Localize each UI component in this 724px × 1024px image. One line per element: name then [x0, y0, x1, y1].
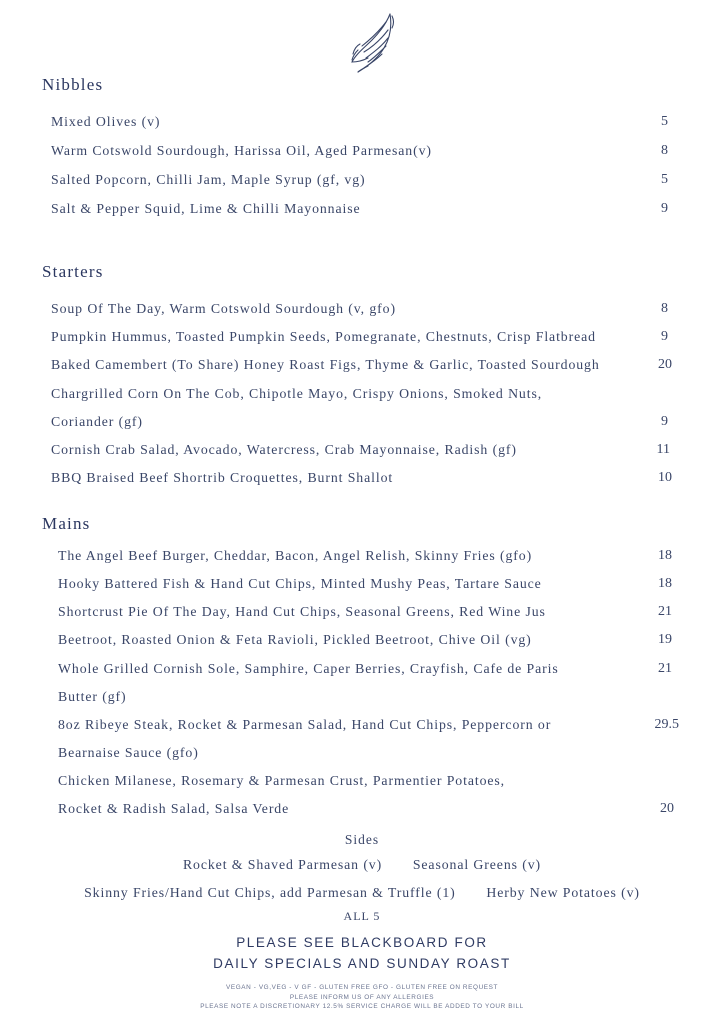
- side-item: Rocket & Shaved Parmesan (v): [182, 857, 383, 872]
- menu-item-name: The Angel Beef Burger, Cheddar, Bacon, Angel Relish, Skinny Fries (gfo): [58, 548, 533, 563]
- side-item: Seasonal Greens (v): [412, 857, 542, 872]
- menu-item-price: 21: [658, 661, 672, 676]
- menu-item-price: 8: [661, 143, 668, 158]
- menu-item-name: Beetroot, Roasted Onion & Feta Ravioli, Pickled Beetroot, Chive Oil (vg): [58, 632, 532, 647]
- menu-item-price: 5: [661, 172, 668, 187]
- menu-item-name: BBQ Braised Beef Shortrib Croquettes, Burnt Shallot: [51, 470, 394, 485]
- side-item: Herby New Potatoes (v): [486, 885, 640, 900]
- menu-item-name: Salted Popcorn, Chilli Jam, Maple Syrup (gf, vg): [51, 172, 366, 187]
- menu-item-price: 5: [661, 114, 668, 129]
- sides-title: Sides: [344, 832, 380, 847]
- menu-item-price: 9: [661, 329, 668, 344]
- specials-notice-line-2: DAILY SPECIALS AND SUNDAY ROAST: [213, 956, 511, 971]
- section-title-mains: Mains: [42, 514, 91, 533]
- menu-item-name-continued: Rocket & Radish Salad, Salsa Verde: [58, 801, 290, 816]
- service-charge-notice: PLEASE NOTE A DISCRETIONARY 12.5% SERVICE CHARGE WILL BE ADDED TO YOUR BILL: [200, 1003, 524, 1010]
- menu-item-price: 29.5: [654, 717, 679, 732]
- section-title-starters: Starters: [42, 262, 104, 281]
- menu-item-name: Whole Grilled Cornish Sole, Samphire, Caper Berries, Crayfish, Cafe de Paris: [58, 661, 559, 676]
- menu-item-name: Soup Of The Day, Warm Cotswold Sourdough (v, gfo): [51, 301, 396, 316]
- menu-item-name: Salt & Pepper Squid, Lime & Chilli Mayonnaise: [51, 201, 361, 216]
- menu-item-name-continued: Coriander (gf): [51, 414, 143, 429]
- menu-item-name: Pumpkin Hummus, Toasted Pumpkin Seeds, Pomegranate, Chestnuts, Crisp Flatbread: [51, 329, 596, 344]
- menu-item-name: Cornish Crab Salad, Avocado, Watercress, Crab Mayonnaise, Radish (gf): [51, 442, 517, 457]
- menu-item-price: 18: [658, 576, 672, 591]
- menu-item-price: 11: [656, 442, 670, 457]
- allergy-notice: PLEASE INFORM US OF ANY ALLERGIES: [289, 994, 435, 1001]
- menu-item-price: 20: [660, 801, 674, 816]
- side-item: Skinny Fries/Hand Cut Chips, add Parmesan & Truffle (1): [84, 885, 456, 900]
- section-title-nibbles: Nibbles: [42, 75, 104, 94]
- menu-item-name: Shortcrust Pie Of The Day, Hand Cut Chips, Seasonal Greens, Red Wine Jus: [58, 604, 546, 619]
- sides-line-1: [0, 857, 724, 873]
- menu-item-name-continued: Butter (gf): [58, 689, 127, 704]
- menu-item-price: 10: [658, 470, 672, 485]
- menu-item-price: 19: [658, 632, 672, 647]
- menu-item-name: Chargrilled Corn On The Cob, Chipotle Mayo, Crispy Onions, Smoked Nuts,: [51, 386, 543, 401]
- menu-item-name: Warm Cotswold Sourdough, Harissa Oil, Aged Parmesan(v): [51, 143, 432, 158]
- specials-notice-line-1: PLEASE SEE BLACKBOARD FOR: [236, 935, 488, 950]
- menu-item-price: 20: [658, 357, 672, 372]
- sides-price-note: ALL 5: [343, 909, 381, 923]
- menu-item-price: 21: [658, 604, 672, 619]
- menu-item-price: 8: [661, 301, 668, 316]
- menu-item-price: 18: [658, 548, 672, 563]
- menu-item-name: 8oz Ribeye Steak, Rocket & Parmesan Salad, Hand Cut Chips, Peppercorn or: [58, 717, 552, 732]
- menu-item-name: Mixed Olives (v): [51, 114, 161, 129]
- menu-item-price: 9: [661, 201, 668, 216]
- angel-wing-icon: [346, 10, 400, 78]
- menu-item-name: Chicken Milanese, Rosemary & Parmesan Crust, Parmentier Potatoes,: [58, 773, 506, 788]
- sides-line-2: [0, 885, 724, 901]
- dietary-key: VEGAN - VG,VEG - V GF - GLUTEN FREE GFO - GLUTEN FREE ON REQUEST: [225, 984, 499, 991]
- menu-item-name: Baked Camembert (To Share) Honey Roast Figs, Thyme & Garlic, Toasted Sourdough: [51, 357, 600, 372]
- menu-item-name-continued: Bearnaise Sauce (gfo): [58, 745, 199, 760]
- menu-item-price: 9: [661, 414, 668, 429]
- menu-item-name: Hooky Battered Fish & Hand Cut Chips, Minted Mushy Peas, Tartare Sauce: [58, 576, 542, 591]
